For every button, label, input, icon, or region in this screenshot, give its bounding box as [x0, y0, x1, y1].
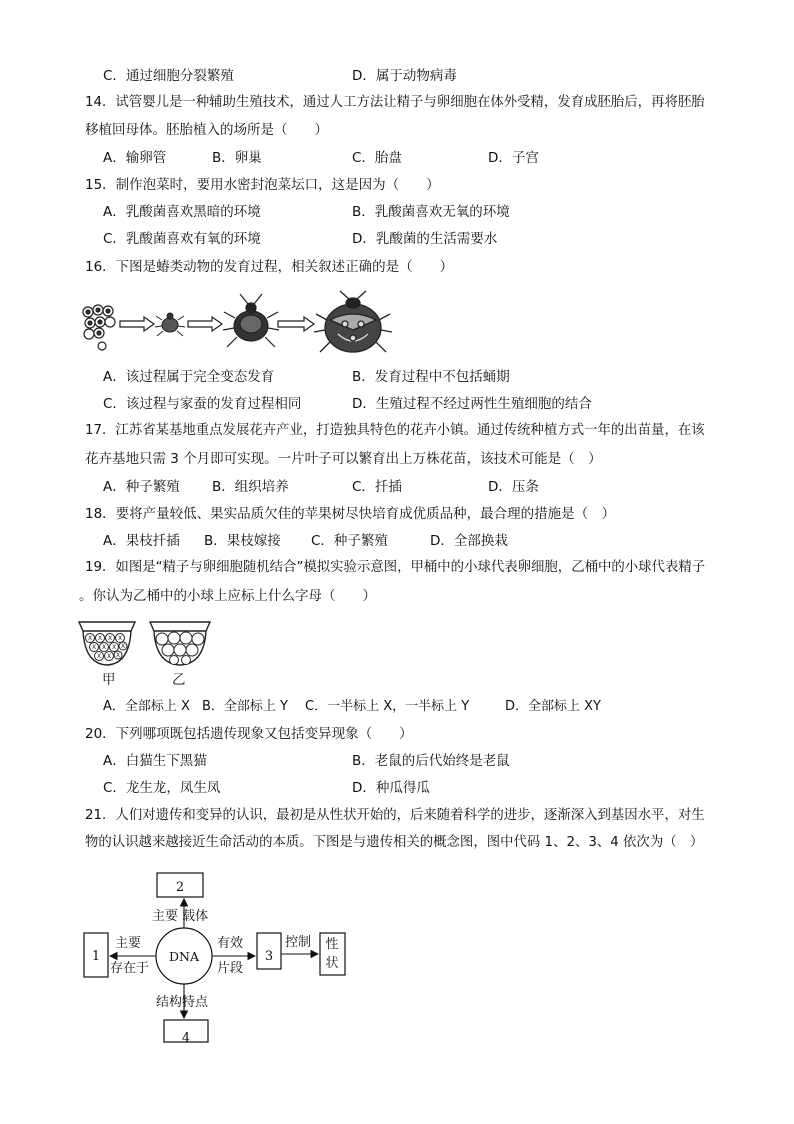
- svg-text:X: X: [117, 635, 123, 642]
- arrow-icon: [278, 317, 314, 331]
- q18-option-b: B．果枝嫁接: [204, 533, 281, 549]
- box-1-label: 1: [91, 949, 101, 964]
- q14-option-a: A．输卵管: [103, 150, 167, 166]
- q21-stem-line2: 物的认识越来越接近生命活动的本质。下图是与遗传相关的概念图，图中代码 1、2、3、4 依次为（ ）: [85, 835, 704, 850]
- q14-option-d: D．子宫: [488, 150, 539, 166]
- q16-option-c: C．该过程与家蚕的发育过程相同: [103, 396, 302, 412]
- svg-text:X: X: [97, 635, 103, 642]
- arrow-icon: [188, 317, 222, 331]
- adult-bug-icon: [314, 291, 392, 352]
- egg-cluster-icon: [83, 305, 115, 350]
- q20-option-c: C．龙生龙，凤生凤: [103, 780, 221, 796]
- arrow-icon: [120, 317, 154, 331]
- q20-option-a: A．白猫生下黑猫: [103, 753, 207, 769]
- q18-option-a: A．果枝扦插: [103, 533, 180, 549]
- bucket-label-yi: 乙: [172, 672, 186, 688]
- nymph-small-icon: [155, 313, 185, 336]
- q18-option-d: D．全部换栽: [430, 533, 508, 549]
- q18-option-c: C．种子繁殖: [311, 533, 388, 549]
- svg-text:X: X: [107, 635, 113, 642]
- q18-stem: 18．要将产量较低、果实品质欠佳的苹果树尽快培育成优质品种，最合理的措施是（ ）: [85, 506, 616, 522]
- edge-label-control: 控制: [285, 935, 312, 950]
- q15-option-a: A．乳酸菌喜欢黑暗的环境: [103, 204, 261, 220]
- q19-option-b: B．全部标上 Y: [202, 699, 288, 714]
- q19-option-d: D．全部标上 XY: [505, 699, 601, 714]
- trait-label-2: 状: [325, 956, 339, 971]
- q17-stem-line2: 花卉基地只需 3 个月即可实现。一片叶子可以繁育出上万株花苗，该技术可能是（ ）: [85, 451, 602, 467]
- q16-option-d: D．生殖过程不经过两性生殖细胞的结合: [352, 396, 592, 412]
- q17-stem-line1: 17．江苏省某基地重点发展花卉产业，打造独具特色的花卉小镇。通过传统种植方式一年的出苗量，在该: [85, 423, 705, 438]
- q13-option-c: C．通过细胞分裂繁殖: [103, 68, 234, 84]
- q17-option-a: A．种子繁殖: [103, 479, 180, 495]
- q19-option-c: C．一半标上 X，一半标上 Y: [305, 699, 470, 714]
- q17-option-c: C．扦插: [352, 479, 402, 495]
- q15-option-b: B．乳酸菌喜欢无氧的环境: [352, 204, 510, 220]
- q14-option-b: B．卵巢: [212, 150, 262, 166]
- svg-text:X: X: [101, 644, 107, 651]
- svg-text:X: X: [111, 644, 117, 651]
- svg-text:X: X: [96, 653, 102, 660]
- q16-option-a: A．该过程属于完全变态发育: [103, 369, 275, 385]
- balls-yi: [156, 632, 204, 665]
- genetics-concept-map: [80, 866, 360, 1046]
- svg-text:X: X: [120, 643, 126, 650]
- q14-stem-line2: 移植回母体。胚胎植入的场所是（ ）: [85, 122, 328, 138]
- bug-development-figure: [78, 290, 408, 360]
- q15-option-d: D．乳酸菌的生活需要水: [352, 231, 498, 247]
- nymph-large-icon: [223, 294, 279, 347]
- q15-option-c: C．乳酸菌喜欢有氧的环境: [103, 231, 261, 247]
- edge-label-left-1: 主要: [115, 936, 142, 951]
- svg-text:X: X: [106, 653, 112, 660]
- q16-stem: 16．下图是蝽类动物的发育过程，相关叙述正确的是（ ）: [85, 259, 454, 275]
- q15-stem: 15．制作泡菜时，要用水密封泡菜坛口，这是因为（ ）: [85, 177, 440, 193]
- edge-label-right-2: 片段: [217, 961, 244, 976]
- q17-option-b: B．组织培养: [212, 479, 289, 495]
- q14-stem-line1: 14．试管婴儿是一种辅助生殖技术，通过人工方法让精子与卵细胞在体外受精，发育成胚胎后，再将胚胎: [85, 95, 705, 110]
- svg-text:X: X: [87, 635, 93, 642]
- dna-label: DNA: [169, 949, 199, 964]
- svg-text:X: X: [91, 644, 97, 651]
- q17-option-d: D．压条: [488, 479, 539, 495]
- edge-label-left-2: 存在于: [110, 961, 150, 976]
- edge-label-bottom: 结构特点: [156, 995, 209, 1010]
- bucket-label-jia: 甲: [102, 672, 116, 688]
- q20-stem: 20．下列哪项既包括遗传现象又包括变异现象（ ）: [85, 726, 413, 742]
- trait-label-1: 性: [325, 937, 339, 952]
- edge-label-right-1: 有效: [217, 936, 244, 951]
- svg-text:X: X: [115, 652, 121, 659]
- q19-stem-line1: 19．如图是“精子与卵细胞随机结合”模拟实验示意图，甲桶中的小球代表卵细胞，乙桶中的小球代表精子: [85, 560, 706, 575]
- box-2-label: 2: [175, 880, 185, 895]
- q21-stem-line1: 21．人们对遗传和变异的认识，最初是从性状开始的，后来随着科学的进步，逐渐深入到基因水平，对生: [85, 808, 705, 823]
- edge-label-top: 主要 载体: [152, 909, 209, 924]
- q16-option-b: B．发育过程中不包括蛹期: [352, 369, 510, 385]
- q14-option-c: C．胎盘: [352, 150, 402, 166]
- box-4-label: 4: [181, 1031, 191, 1046]
- q20-option-b: B．老鼠的后代始终是老鼠: [352, 753, 510, 769]
- q19-stem-line2: 。你认为乙桶中的小球上应标上什么字母（ ）: [79, 588, 376, 604]
- buckets-figure: [76, 618, 216, 670]
- q20-option-d: D．种瓜得瓜: [352, 780, 430, 796]
- box-3-label: 3: [264, 949, 274, 964]
- q13-option-d: D．属于动物病毒: [352, 68, 457, 84]
- q19-option-a: A．全部标上 X: [103, 699, 190, 714]
